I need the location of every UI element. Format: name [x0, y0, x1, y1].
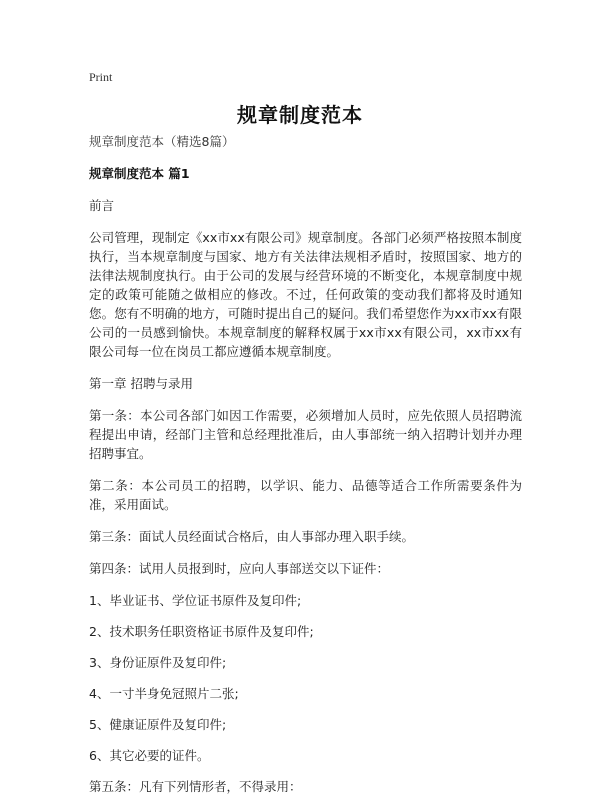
- chapter-title: 第一章 招聘与录用: [89, 376, 193, 391]
- foreword-paragraph: 公司管理，现制定《xx市xx有限公司》规章制度。各部门必须严格按照本制度执行，当本规章制度与国家、地方有关法律法规相矛盾时，按照国家、地方的法律法规制度执行。由于公司的发展与经营环境的不断变化，本规章制度中规定的政策可能随之做相应的修改。不过，任何政策的变动我们都将及时通知您。您有不明确的地方，可随时提出自己的疑问。我们希望您作为xx市xx有限公司的一员感到愉快。本规章制度的解释权属于xx市xx有限公司，xx市xx有限公司每一位在岗员工都应遵循本规章制度。: [89, 230, 522, 359]
- article-5: 第五条：凡有下列情形者，不得录用：: [89, 779, 302, 794]
- list-item: 1、毕业证书、学位证书原件及复印件;: [89, 593, 302, 608]
- document-body: [89, 132, 522, 809]
- document-subtitle: 规章制度范本（精选8篇）: [89, 134, 235, 149]
- list-item: 4、一寸半身免冠照片二张;: [89, 686, 239, 701]
- print-label: Print: [89, 70, 113, 84]
- article-3: 第三条：面试人员经面试合格后，由人事部办理入职手续。: [89, 529, 415, 544]
- page-title: 规章制度范本: [237, 103, 363, 127]
- list-item: 3、身份证原件及复印件;: [89, 655, 227, 670]
- article-1: 第一条：本公司各部门如因工作需要，必须增加人员时，应先依照人员招聘流程提出申请，经部门主管和总经理批准后，由人事部统一纳入招聘计划并办理招聘事宜。: [89, 408, 522, 461]
- article-2: 第二条：本公司员工的招聘，以学识、能力、品德等适合工作所需要条件为准，采用面试。: [89, 478, 522, 512]
- article-4: 第四条：试用人员报到时，应向人事部送交以下证件：: [89, 561, 390, 576]
- foreword-label: 前言: [89, 198, 115, 213]
- section-heading: 规章制度范本 篇1: [89, 166, 190, 181]
- list-item: 6、其它必要的证件。: [89, 748, 210, 763]
- list-item: 2、技术职务任职资格证书原件及复印件;: [89, 624, 314, 639]
- list-item: 5、健康证原件及复印件;: [89, 717, 227, 732]
